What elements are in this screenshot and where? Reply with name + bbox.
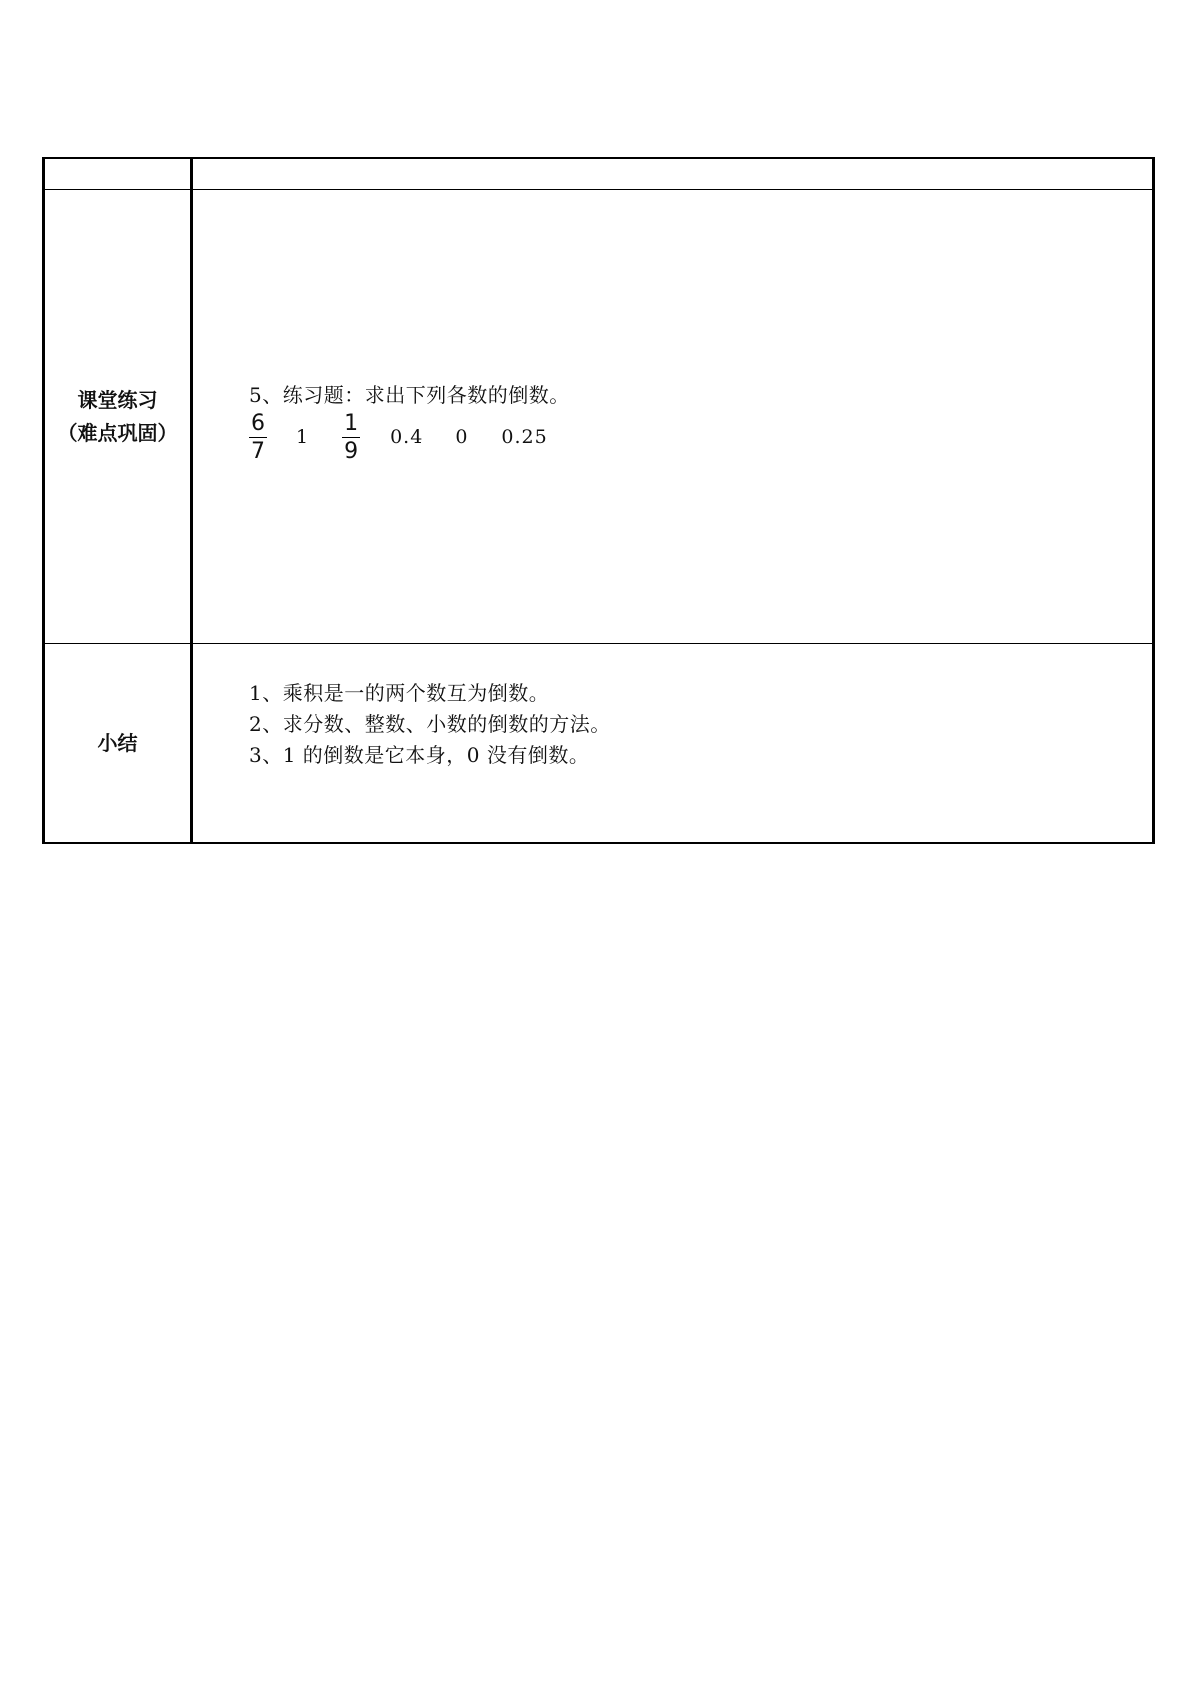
fraction-denominator: 7 <box>251 438 265 464</box>
fraction-one-ninth <box>342 411 360 464</box>
summary-content <box>249 678 611 771</box>
exercise-numbers <box>249 409 570 465</box>
fraction-six-sevenths <box>249 411 267 464</box>
header-label-cell <box>44 158 192 190</box>
summary-row <box>44 644 1154 844</box>
fraction-numerator: 1 <box>344 410 359 436</box>
number-zero: 0 <box>455 426 469 448</box>
summary-line-3: 3、1 的倒数是它本身，0 没有倒数。 <box>249 743 590 767</box>
number-point-four: 0.4 <box>390 426 424 448</box>
summary-line-1: 1、乘积是一的两个数互为倒数。 <box>249 681 550 705</box>
lesson-plan-table <box>42 157 1155 844</box>
fraction-bar <box>249 437 267 438</box>
practice-label-cell <box>44 190 192 644</box>
fraction-bar <box>342 437 360 438</box>
practice-label-line2: （难点巩固） <box>57 420 178 445</box>
exercise-title: 5、练习题：求出下列各数的倒数。 <box>249 383 570 407</box>
header-content-cell <box>192 158 1154 190</box>
number-one: 1 <box>296 426 310 448</box>
number-point-two-five: 0.25 <box>501 426 548 448</box>
practice-row <box>44 190 1154 644</box>
summary-label-cell: 小结 <box>44 644 192 844</box>
practice-label-line1: 课堂练习 <box>77 387 158 412</box>
fraction-numerator: 6 <box>251 410 265 436</box>
fraction-denominator: 9 <box>344 438 359 464</box>
practice-content-cell <box>192 190 1154 644</box>
summary-line-2: 2、求分数、整数、小数的倒数的方法。 <box>249 712 611 736</box>
practice-content <box>249 381 570 465</box>
table-header-row <box>44 158 1154 190</box>
summary-content-cell <box>192 644 1154 844</box>
